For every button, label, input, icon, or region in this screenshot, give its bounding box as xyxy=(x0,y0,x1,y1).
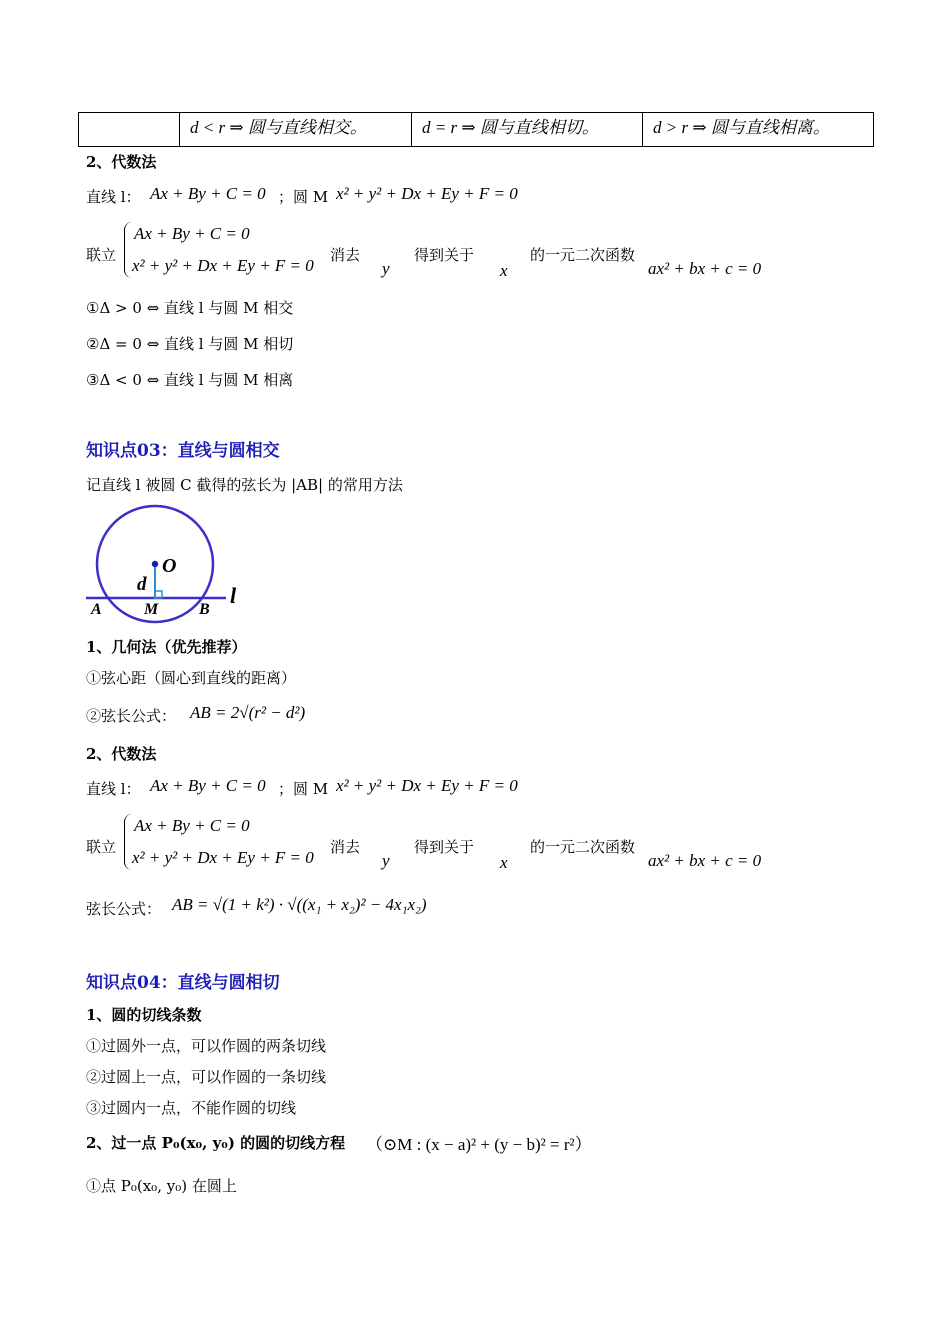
circle-equation: x² + y² + Dx + Ey + F = 0 xyxy=(336,776,518,795)
circle-line-figure xyxy=(80,500,260,625)
line-label: 直线 l： xyxy=(86,188,141,206)
section-title-03: 知识点03：直线与圆相交 xyxy=(86,441,280,461)
union-label: 联立 xyxy=(86,246,117,264)
about-label: 得到关于 xyxy=(414,838,475,856)
geometry-point2-label: ②弦长公式： xyxy=(86,707,177,725)
algebra-heading: 2、代数法 xyxy=(86,745,157,763)
table-cell-intersect xyxy=(180,113,412,147)
quadratic-eq: ax² + bx + c = 0 xyxy=(648,259,762,278)
tangent-case-on: ②过圆上一点，可以作圆的一条切线 xyxy=(86,1068,327,1086)
relation-table xyxy=(78,112,874,147)
section-intro: 记直线 l 被圆 C 截得的弦长为 |AB| 的常用方法 xyxy=(86,476,403,494)
chord-formula-algebraic: AB = √(1 + k²) · √((x₁ + x₂)² − 4x₁x₂) xyxy=(172,895,427,914)
line-equation: Ax + By + C = 0 xyxy=(150,184,266,203)
case-intersect: ①Δ > 0 ⇔ 直线 l 与圆 M 相交 xyxy=(86,299,294,317)
tangent-equation-heading: 2、过一点 P₀(x₀, y₀) 的圆的切线方程 xyxy=(86,1134,346,1152)
table-cell-separate xyxy=(643,113,874,147)
point-on-circle: ①点 P₀(x₀, y₀) 在圆上 xyxy=(86,1177,237,1195)
cell-text: d = r ⇒ 圆与直线相切。 xyxy=(422,118,599,137)
tangent-case-inside: ③过圆内一点，不能作圆的切线 xyxy=(86,1099,297,1117)
line-equation: Ax + By + C = 0 xyxy=(150,776,266,795)
table-cell-tangent xyxy=(412,113,643,147)
eliminate-var: y xyxy=(382,259,390,278)
system-eq1: Ax + By + C = 0 xyxy=(134,224,250,243)
label-O: O xyxy=(162,555,177,577)
case-tangent: ②Δ = 0 ⇔ 直线 l 与圆 M 相切 xyxy=(86,335,294,353)
label-A: A xyxy=(91,601,102,618)
system-eq1: Ax + By + C = 0 xyxy=(134,816,250,835)
quadratic-label: 的一元二次函数 xyxy=(530,838,636,856)
label-d: d xyxy=(137,574,147,595)
cell-text: d > r ⇒ 圆与直线相离。 xyxy=(653,118,830,137)
tangent-case-outside: ①过圆外一点，可以作圆的两条切线 xyxy=(86,1037,327,1055)
center-point xyxy=(152,561,158,567)
eliminate-label: 消去 xyxy=(330,838,361,856)
chord-formula-geometric: AB = 2√(r² − d²) xyxy=(190,703,306,722)
system-eq2: x² + y² + Dx + Ey + F = 0 xyxy=(132,848,314,867)
geometry-heading: 1、几何法（优先推荐） xyxy=(86,638,247,656)
union-label: 联立 xyxy=(86,838,117,856)
tangent-equation-note: （⊙M : (x − a)² + (y − b)² = r²） xyxy=(366,1135,592,1154)
geometry-point1: ①弦心距（圆心到直线的距离） xyxy=(86,669,297,687)
label-l: l xyxy=(230,583,237,608)
about-var: x xyxy=(500,261,508,280)
section-heading: 2、代数法 xyxy=(86,153,157,171)
circle-label: ；圆 M xyxy=(278,188,329,206)
section-title-04: 知识点04：直线与圆相切 xyxy=(86,973,280,993)
table-cell-empty xyxy=(79,113,180,147)
cell-text: d < r ⇒ 圆与直线相交。 xyxy=(190,118,367,137)
label-B: B xyxy=(199,601,210,618)
label-M: M xyxy=(144,601,159,618)
eliminate-label: 消去 xyxy=(330,246,361,264)
circle-label: ；圆 M xyxy=(278,780,329,798)
circle-equation: x² + y² + Dx + Ey + F = 0 xyxy=(336,184,518,203)
about-var: x xyxy=(500,853,508,872)
quadratic-label: 的一元二次函数 xyxy=(530,246,636,264)
about-label: 得到关于 xyxy=(414,246,475,264)
chord-formula-label: 弦长公式： xyxy=(86,900,162,918)
quadratic-eq: ax² + bx + c = 0 xyxy=(648,851,762,870)
case-separate: ③Δ < 0 ⇔ 直线 l 与圆 M 相离 xyxy=(86,371,294,389)
tangent-count-heading: 1、圆的切线条数 xyxy=(86,1006,202,1024)
eliminate-var: y xyxy=(382,851,390,870)
system-eq2: x² + y² + Dx + Ey + F = 0 xyxy=(132,256,314,275)
line-label: 直线 l： xyxy=(86,780,141,798)
table-row xyxy=(79,113,874,147)
